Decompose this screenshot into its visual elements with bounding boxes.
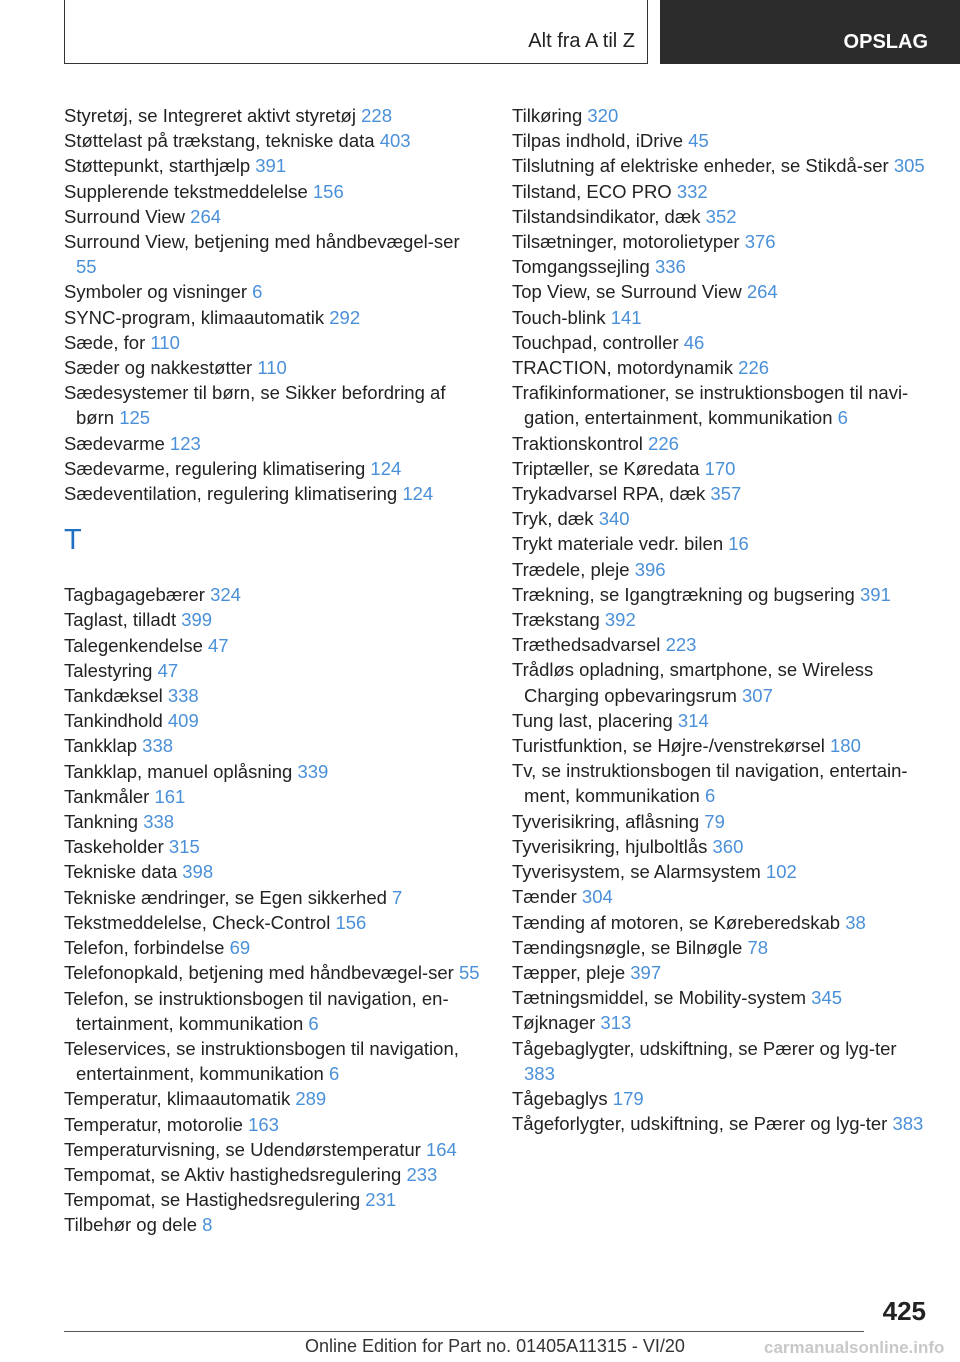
index-list-right (512, 103, 932, 1136)
index-entry-page-link[interactable]: 226 (648, 432, 679, 454)
index-entry-page-link[interactable]: 383 (524, 1062, 555, 1084)
index-entry-text: Tankklap, manuel oplåsning (64, 760, 293, 782)
index-entry-page-link[interactable]: 345 (811, 987, 843, 1009)
index-entry (64, 986, 484, 1036)
index-entry-text: Temperatur, motorolie (64, 1113, 243, 1135)
index-entry (64, 1212, 484, 1237)
index-entry (512, 657, 932, 707)
index-entry-page-link[interactable]: 179 (612, 1087, 644, 1109)
index-entry-page-link[interactable]: 6 (837, 407, 848, 429)
index-entry-text: Supplerende tekstmeddelelse (64, 180, 308, 202)
index-entry-text: Temperaturvisning, se Udendørstemperatur (64, 1138, 421, 1160)
index-entry-text: Talegenkendelse (64, 634, 203, 656)
index-entry-text: Tekstmeddelelse, Check-Control (64, 911, 331, 933)
index-entry-text: Taskeholder (64, 836, 164, 858)
index-entry-page-link[interactable]: 231 (365, 1189, 397, 1211)
index-entry-page-link[interactable]: 320 (587, 105, 619, 126)
index-entry (512, 380, 932, 430)
index-entry (512, 456, 932, 481)
index-entry-page-link[interactable]: 289 (295, 1088, 327, 1110)
index-entry-page-link[interactable]: 383 (892, 1113, 924, 1135)
index-entry-text: Touch-blink (512, 306, 606, 328)
index-entry (64, 1162, 484, 1187)
index-entry-page-link[interactable]: 170 (704, 457, 736, 479)
index-entry-page-link[interactable]: 78 (747, 936, 769, 958)
index-entry-text: Top View, se Surround View (512, 281, 742, 303)
index-entry-page-link[interactable]: 228 (361, 105, 392, 126)
index-entry (512, 834, 932, 859)
index-entry-text: Tung last, placering (512, 709, 673, 731)
index-entry-page-link[interactable]: 125 (119, 407, 151, 429)
header-section-tab (660, 0, 960, 64)
index-entry-page-link[interactable]: 307 (742, 684, 773, 706)
index-entry-page-link[interactable]: 376 (744, 231, 776, 253)
index-entry (512, 481, 932, 506)
index-entry-page-link[interactable]: 102 (765, 861, 797, 883)
index-entry-page-link[interactable]: 340 (598, 508, 630, 530)
index-entry-page-link[interactable]: 7 (392, 886, 403, 908)
index-entry-page-link[interactable]: 339 (297, 760, 329, 782)
index-entry-text: Tekniske data (64, 861, 178, 883)
index-entry-text: Tempomat, se Aktiv hastighedsregulering (64, 1163, 402, 1185)
index-entry (64, 431, 484, 456)
index-entry (512, 330, 932, 355)
index-entry (64, 380, 484, 430)
index-entry-text: Tilslutning af elektriske enheder, se Stikdå-ser (512, 155, 889, 177)
section-letter: T (64, 524, 82, 557)
index-entry-text: Surround View, betjening med håndbevægel-ser (64, 231, 460, 253)
index-entry (64, 103, 484, 128)
index-entry-page-link[interactable]: 156 (335, 911, 367, 933)
index-entry (64, 1036, 484, 1086)
index-entry-text: Sæder og nakkestøtter (64, 357, 253, 379)
index-entry-text: Træthedsadvarsel (512, 634, 661, 656)
index-entry-text: Sædeventilation, regulering klimatisering (64, 483, 398, 505)
index-entry-page-link[interactable]: 226 (738, 357, 770, 379)
index-entry (64, 481, 484, 506)
index-entry-text: Tankindhold (64, 710, 163, 732)
index-entry-text: Tågebaglygter, udskiftning, se Pærer og lyg-ter (512, 1037, 897, 1059)
index-entry-page-link[interactable]: 161 (154, 785, 186, 807)
index-entry (64, 153, 484, 178)
index-entry (64, 355, 484, 380)
index-entry (512, 935, 932, 960)
index-entry (64, 633, 484, 658)
index-entry (512, 153, 932, 178)
index-entry-text: Sædevarme (64, 432, 165, 454)
index-entry (512, 1086, 932, 1111)
index-entry-text: Tyverisikring, hjulboltlås (512, 835, 708, 857)
index-entry-text: Tænding af motoren, se Kørеberedskab (512, 911, 841, 933)
index-entry-text: Tagbagagebærer (64, 584, 205, 606)
index-entry (512, 960, 932, 985)
index-entry-text: Tankning (64, 811, 139, 833)
index-entry (512, 506, 932, 531)
header-section-label: OPSLAG (843, 31, 928, 53)
index-entry-page-link[interactable]: 79 (704, 810, 725, 832)
index-entry (64, 1112, 484, 1137)
index-entry-page-link[interactable]: 141 (610, 306, 642, 328)
index-entry-page-link[interactable]: 338 (143, 811, 175, 833)
index-entry (64, 960, 484, 985)
index-entry-page-link[interactable]: 45 (688, 130, 709, 152)
index-entry-text: Taglast, tilladt (64, 609, 177, 631)
index-entry-page-link[interactable]: 6 (704, 785, 716, 807)
index-entry-text: Støttelast på trækstang, tekniske data (64, 130, 375, 152)
index-entry-page-link[interactable]: 110 (150, 331, 180, 353)
index-entry (64, 128, 484, 153)
index-entry-text: TRACTION, motordynamik (512, 357, 734, 379)
index-entry (512, 910, 932, 935)
index-entry-text: Tilbehør og dele (64, 1214, 197, 1236)
index-entry-page-link[interactable]: 304 (581, 886, 613, 908)
index-entry-text: Tætningsmiddel, se Mobility-system (512, 987, 807, 1009)
index-entry-page-link[interactable]: 6 (308, 1012, 319, 1034)
index-entry-page-link[interactable]: 264 (190, 205, 222, 227)
index-entry (512, 1111, 932, 1136)
index-entry-page-link[interactable]: 338 (167, 685, 199, 707)
index-entry-text: Sædesystemer til børn, se Sikker befordring af børn (64, 382, 446, 429)
index-list-left-after (64, 582, 484, 1237)
index-entry-text: Tilstandsindikator, dæk (512, 205, 701, 227)
index-entry (64, 809, 484, 834)
index-entry-text: Tæpper, pleje (512, 961, 626, 983)
index-entry-text: Trykadvarsel RPA, dæk (512, 483, 706, 505)
index-entry-page-link[interactable]: 124 (370, 457, 402, 479)
index-entry-text: Tøjknager (512, 1012, 596, 1034)
index-entry (512, 254, 932, 279)
index-entry-page-link[interactable]: 6 (252, 281, 263, 303)
index-entry (64, 1086, 484, 1111)
index-entry-page-link[interactable]: 352 (705, 205, 737, 227)
index-entry (64, 834, 484, 859)
index-entry-text: Trædele, pleje (512, 558, 630, 580)
header-title: Alt fra A til Z (528, 30, 635, 52)
index-entry-page-link[interactable]: 223 (665, 634, 697, 656)
index-entry-text: Trækstang (512, 609, 600, 631)
index-entry-text: Triptæller, se Køredata (512, 457, 700, 479)
index-entry-page-link[interactable]: 396 (634, 558, 666, 580)
index-entry-text: Tilstand, ECO PRO (512, 180, 672, 202)
index-entry-page-link[interactable]: 123 (169, 432, 201, 454)
header-tab-left (64, 0, 648, 64)
index-entry-page-link[interactable]: 46 (683, 331, 705, 353)
index-entry-text: Støttepunkt, starthjælp (64, 155, 251, 177)
index-entry-text: Tryk, dæk (512, 508, 594, 530)
watermark: carmanualsonline.info (764, 1338, 945, 1357)
index-entry-page-link[interactable]: 338 (142, 735, 174, 757)
index-entry (64, 305, 484, 330)
index-entry-page-link[interactable]: 315 (168, 836, 200, 858)
index-entry (64, 885, 484, 910)
footer-divider (64, 1331, 864, 1332)
index-entry (512, 204, 932, 229)
index-entry (64, 204, 484, 229)
index-entry (64, 935, 484, 960)
index-entry (512, 758, 932, 808)
index-entry-page-link[interactable]: 233 (406, 1163, 438, 1185)
index-entry-text: Tekniske ændringer, se Egen sikkerhed (64, 886, 387, 908)
index-entry-page-link[interactable]: 38 (845, 911, 866, 933)
page-number: 425 (882, 1296, 926, 1326)
index-entry-text: Trafikinformationer, se instruktionsbogen til navi-gation, entertainment, kommunikation (512, 382, 909, 429)
index-entry-text: Tyverisikring, aflåsning (512, 810, 700, 832)
index-entry-text: Talestyring (64, 659, 153, 681)
index-entry (512, 431, 932, 456)
index-entry-text: Trækning, se Igangtrækning og bugsering (512, 583, 855, 605)
index-entry-page-link[interactable]: 409 (167, 710, 199, 732)
index-entry-text: Tankklap (64, 735, 138, 757)
index-entry-text: Tankdæksel (64, 685, 163, 707)
index-entry-page-link[interactable]: 292 (329, 306, 361, 328)
index-column-right (512, 103, 932, 1136)
index-entry-text: Tilsætninger, motorolietyper (512, 231, 740, 253)
index-entry-text: Tankmåler (64, 785, 150, 807)
index-entry (512, 708, 932, 733)
index-entry-text: Teleservices, se instruktionsbogen til navigation, entertainment, kommunikation (64, 1037, 459, 1085)
index-entry-text: Sæde, for (64, 331, 146, 353)
index-entry-text: Tv, se instruktionsbogen til navigation, entertain-ment, kommunikation (512, 760, 908, 807)
index-entry-page-link[interactable]: 399 (181, 609, 213, 631)
index-entry (512, 607, 932, 632)
index-entry-text: Tændingsnøgle, se Bilnøgle (512, 936, 743, 958)
index-entry (64, 279, 484, 304)
index-entry-page-link[interactable]: 47 (208, 634, 229, 656)
index-entry-page-link[interactable]: 305 (893, 155, 925, 177)
index-entry-page-link[interactable]: 124 (402, 483, 434, 505)
index-entry-text: Telefon, se instruktionsbogen til navigation, en-tertainment, kommunikation (64, 987, 449, 1034)
index-entry (512, 103, 932, 128)
index-entry-page-link[interactable]: 313 (600, 1012, 632, 1034)
index-entry-page-link[interactable]: 55 (458, 962, 480, 984)
index-entry-page-link[interactable]: 391 (255, 155, 287, 177)
index-entry-text: SYNC-program, klimaautomatik (64, 306, 325, 328)
index-entry (64, 910, 484, 935)
index-entry-text: Tyverisystem, se Alarmsystem (512, 861, 761, 883)
index-entry (64, 607, 484, 632)
index-entry-page-link[interactable]: 16 (728, 533, 749, 555)
index-entry-page-link[interactable]: 357 (710, 483, 742, 505)
index-entry-page-link[interactable]: 47 (157, 659, 179, 681)
index-entry-page-link[interactable]: 69 (229, 937, 251, 959)
index-entry (512, 582, 932, 607)
index-entry-text: Turistfunktion, se Højre-/venstrekørsel (512, 735, 825, 757)
index-entry (64, 229, 484, 279)
index-entry-text: Sædevarme, regulering klimatisering (64, 457, 366, 479)
index-entry-page-link[interactable]: 397 (630, 961, 662, 983)
footer-edition: Online Edition for Part no. 01405A11315 - VI/20 (305, 1336, 685, 1356)
index-entry-page-link[interactable]: 110 (257, 357, 287, 379)
index-entry-page-link[interactable]: 264 (746, 281, 778, 303)
index-entry (512, 531, 932, 556)
index-entry-page-link[interactable]: 332 (676, 180, 708, 202)
index-entry (512, 128, 932, 153)
index-entry-text: Touchpad, controller (512, 331, 679, 353)
index-entry-page-link[interactable]: 314 (677, 709, 709, 731)
index-entry-text: Trykt materiale vedr. bilen (512, 533, 724, 555)
index-entry (512, 632, 932, 657)
index-entry-page-link[interactable]: 324 (210, 584, 241, 606)
index-entry (512, 884, 932, 909)
index-entry-text: Tilkøring (512, 105, 583, 126)
index-entry (512, 355, 932, 380)
index-column-left (64, 103, 484, 1238)
index-entry-text: Tempomat, se Hastighedsregulering (64, 1189, 361, 1211)
index-entry-page-link[interactable]: 360 (712, 835, 744, 857)
index-entry-page-link[interactable]: 336 (654, 256, 686, 278)
index-entry-text: Tomgangssejling (512, 256, 650, 278)
index-entry (64, 330, 484, 355)
index-entry (64, 708, 484, 733)
index-entry-text: Tænder (512, 886, 577, 908)
index-entry-text: Tågebaglys (512, 1087, 608, 1109)
index-entry-text: Tilpas indhold, iDrive (512, 130, 684, 152)
index-entry-text: Symboler og visninger (64, 281, 248, 303)
index-entry (64, 733, 484, 758)
index-entry (512, 1036, 932, 1086)
index-entry (512, 229, 932, 254)
index-entry-page-link[interactable]: 403 (379, 130, 411, 152)
index-entry-page-link[interactable]: 180 (830, 735, 861, 757)
index-entry (64, 582, 484, 607)
index-entry (512, 985, 932, 1010)
index-entry-page-link[interactable]: 6 (328, 1063, 340, 1085)
index-entry (64, 683, 484, 708)
index-entry (512, 279, 932, 304)
index-entry (512, 859, 932, 884)
index-entry-page-link[interactable]: 163 (248, 1113, 279, 1135)
index-entry (512, 733, 932, 758)
index-entry (512, 809, 932, 834)
index-entry-page-link[interactable]: 164 (425, 1138, 457, 1160)
index-entry (64, 859, 484, 884)
index-entry-text: Telefonopkald, betjening med håndbevægel-ser (64, 962, 454, 984)
index-entry-text: Styretøj, se Integreret aktivt styretøj (64, 105, 356, 126)
index-list-left-before (64, 103, 484, 506)
index-entry-text: Tågeforlygter, udskiftning, se Pærer og lyg-ter (512, 1113, 888, 1135)
index-entry (512, 1010, 932, 1035)
index-entry-text: Temperatur, klimaautomatik (64, 1088, 291, 1110)
index-entry (64, 759, 484, 784)
index-entry-page-link[interactable]: 392 (604, 609, 636, 631)
index-entry-text: Telefon, forbindelse (64, 937, 225, 959)
index-entry (64, 658, 484, 683)
index-entry (64, 179, 484, 204)
index-entry (64, 456, 484, 481)
index-entry-page-link[interactable]: 55 (76, 256, 97, 278)
index-entry (512, 305, 932, 330)
index-entry (64, 1187, 484, 1212)
index-entry-text: Trådløs opladning, smartphone, se Wireless Charging opbevaringsrum (512, 659, 874, 706)
index-entry (512, 179, 932, 204)
index-entry-text: Surround View (64, 205, 186, 227)
index-entry-page-link[interactable]: 156 (312, 180, 344, 202)
index-entry-page-link[interactable]: 8 (202, 1214, 213, 1236)
index-entry (64, 1137, 484, 1162)
index-entry-page-link[interactable]: 391 (859, 583, 891, 605)
index-entry-text: Traktionskontrol (512, 432, 643, 454)
index-entry (64, 784, 484, 809)
index-entry-page-link[interactable]: 398 (182, 861, 214, 883)
index-entry (512, 557, 932, 582)
